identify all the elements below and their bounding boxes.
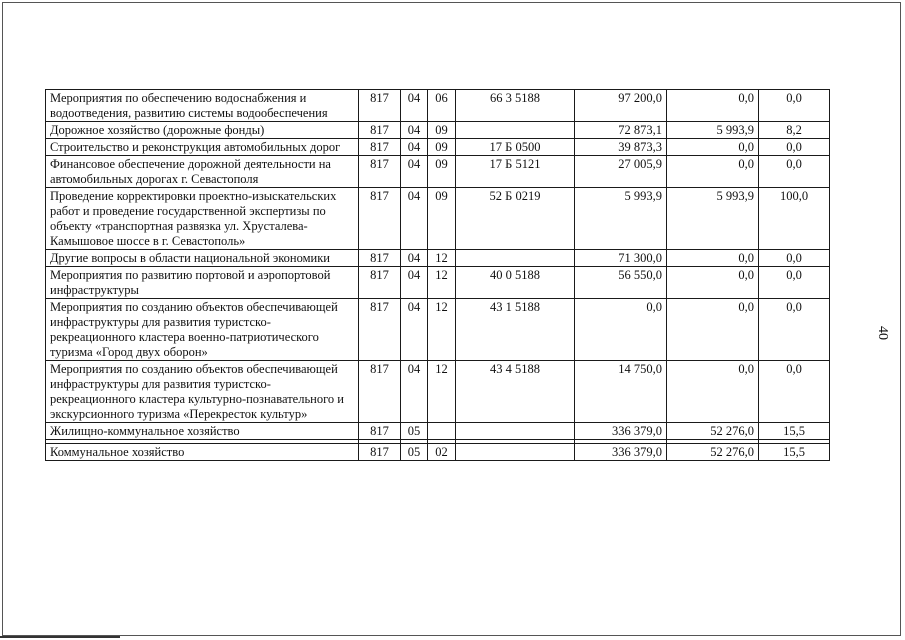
cell-section: 04 (401, 122, 428, 139)
cell-name: Мероприятия по обеспечению водоснабжения и водоотведения, развитию системы водообеспечения (46, 90, 359, 122)
cell-name: Мероприятия по развитию портовой и аэропортовой инфраструктуры (46, 267, 359, 299)
table-row (46, 156, 830, 188)
cell-grbs: 817 (359, 444, 401, 461)
cell-subsection: 12 (428, 267, 456, 299)
cell-name: Жилищно-коммунальное хозяйство (46, 423, 359, 440)
cell-actual-amount: 0,0 (667, 139, 759, 156)
cell-actual-amount: 52 276,0 (667, 444, 759, 461)
cell-plan-amount: 72 873,1 (575, 122, 667, 139)
cell-name: Коммунальное хозяйство (46, 444, 359, 461)
cell-target-article: 40 0 5188 (456, 267, 575, 299)
cell-name: Мероприятия по созданию объектов обеспечивающей инфраструктуры для развития туристско-рекреационного кластера культурно-познавательного и экскурсионного туризма «Перекресток культур» (46, 361, 359, 423)
table-row (46, 361, 830, 423)
cell-subsection: 09 (428, 156, 456, 188)
cell-subsection: 09 (428, 122, 456, 139)
cell-plan-amount: 336 379,0 (575, 444, 667, 461)
cell-subsection: 12 (428, 250, 456, 267)
cell-percent: 0,0 (759, 299, 830, 361)
cell-section: 04 (401, 250, 428, 267)
budget-table (45, 89, 830, 461)
cell-plan-amount: 27 005,9 (575, 156, 667, 188)
cell-target-article: 66 3 5188 (456, 90, 575, 122)
cell-target-article: 43 1 5188 (456, 299, 575, 361)
cell-grbs: 817 (359, 156, 401, 188)
cell-percent: 0,0 (759, 267, 830, 299)
cell-target-article: 17 Б 0500 (456, 139, 575, 156)
cell-name: Другие вопросы в области национальной экономики (46, 250, 359, 267)
cell-section: 04 (401, 361, 428, 423)
cell-subsection: 12 (428, 299, 456, 361)
cell-plan-amount: 97 200,0 (575, 90, 667, 122)
table-body (46, 90, 830, 461)
cell-target-article (456, 250, 575, 267)
cell-name: Проведение корректировки проектно-изыскательских работ и проведение государственной экспертизы по объекту «транспортная развязка ул. Хрусталева-Камышовое шоссе в г. Севастополь» (46, 188, 359, 250)
cell-section: 04 (401, 299, 428, 361)
table-row (46, 423, 830, 440)
cell-subsection: 12 (428, 361, 456, 423)
cell-target-article (456, 444, 575, 461)
cell-target-article: 17 Б 5121 (456, 156, 575, 188)
cell-subsection: 09 (428, 139, 456, 156)
cell-grbs: 817 (359, 139, 401, 156)
cell-grbs: 817 (359, 423, 401, 440)
cell-plan-amount: 14 750,0 (575, 361, 667, 423)
cell-actual-amount: 0,0 (667, 299, 759, 361)
table-row (46, 299, 830, 361)
cell-section: 04 (401, 90, 428, 122)
table-row (46, 122, 830, 139)
cell-actual-amount: 0,0 (667, 361, 759, 423)
cell-subsection: 09 (428, 188, 456, 250)
cell-actual-amount: 5 993,9 (667, 122, 759, 139)
cell-percent: 0,0 (759, 250, 830, 267)
cell-target-article: 52 Б 0219 (456, 188, 575, 250)
cell-percent: 0,0 (759, 361, 830, 423)
cell-actual-amount: 0,0 (667, 267, 759, 299)
cell-plan-amount: 71 300,0 (575, 250, 667, 267)
table-row (46, 90, 830, 122)
cell-actual-amount: 5 993,9 (667, 188, 759, 250)
cell-plan-amount: 39 873,3 (575, 139, 667, 156)
cell-actual-amount: 0,0 (667, 156, 759, 188)
cell-section: 04 (401, 267, 428, 299)
cell-actual-amount: 0,0 (667, 90, 759, 122)
cell-subsection: 06 (428, 90, 456, 122)
cell-grbs: 817 (359, 267, 401, 299)
cell-name: Строительство и реконструкция автомобильных дорог (46, 139, 359, 156)
cell-section: 05 (401, 444, 428, 461)
cell-section: 04 (401, 139, 428, 156)
table-row (46, 267, 830, 299)
cell-grbs: 817 (359, 188, 401, 250)
table-row (46, 188, 830, 250)
cell-grbs: 817 (359, 122, 401, 139)
cell-actual-amount: 0,0 (667, 250, 759, 267)
cell-percent: 100,0 (759, 188, 830, 250)
cell-percent: 8,2 (759, 122, 830, 139)
cell-grbs: 817 (359, 90, 401, 122)
cell-percent: 15,5 (759, 423, 830, 440)
cell-percent: 15,5 (759, 444, 830, 461)
cell-grbs: 817 (359, 361, 401, 423)
cell-grbs: 817 (359, 299, 401, 361)
cell-section: 04 (401, 156, 428, 188)
cell-actual-amount: 52 276,0 (667, 423, 759, 440)
cell-name: Финансовое обеспечение дорожной деятельности на автомобильных дорогах г. Севастополя (46, 156, 359, 188)
cell-subsection: 02 (428, 444, 456, 461)
cell-plan-amount: 0,0 (575, 299, 667, 361)
table-row (46, 139, 830, 156)
cell-percent: 0,0 (759, 139, 830, 156)
cell-name: Мероприятия по созданию объектов обеспечивающей инфраструктуры для развития туристско-рекреационного кластера военно-патриотического туризма «Город двух оборон» (46, 299, 359, 361)
table-row (46, 250, 830, 267)
cell-section: 04 (401, 188, 428, 250)
cell-percent: 0,0 (759, 90, 830, 122)
cell-section: 05 (401, 423, 428, 440)
cell-target-article: 43 4 5188 (456, 361, 575, 423)
cell-target-article (456, 423, 575, 440)
scan-artifact-line (0, 636, 120, 638)
cell-plan-amount: 336 379,0 (575, 423, 667, 440)
cell-name: Дорожное хозяйство (дорожные фонды) (46, 122, 359, 139)
cell-plan-amount: 5 993,9 (575, 188, 667, 250)
cell-target-article (456, 122, 575, 139)
cell-percent: 0,0 (759, 156, 830, 188)
cell-grbs: 817 (359, 250, 401, 267)
table-row (46, 444, 830, 461)
page-number: 40 (875, 326, 890, 340)
cell-subsection (428, 423, 456, 440)
cell-plan-amount: 56 550,0 (575, 267, 667, 299)
